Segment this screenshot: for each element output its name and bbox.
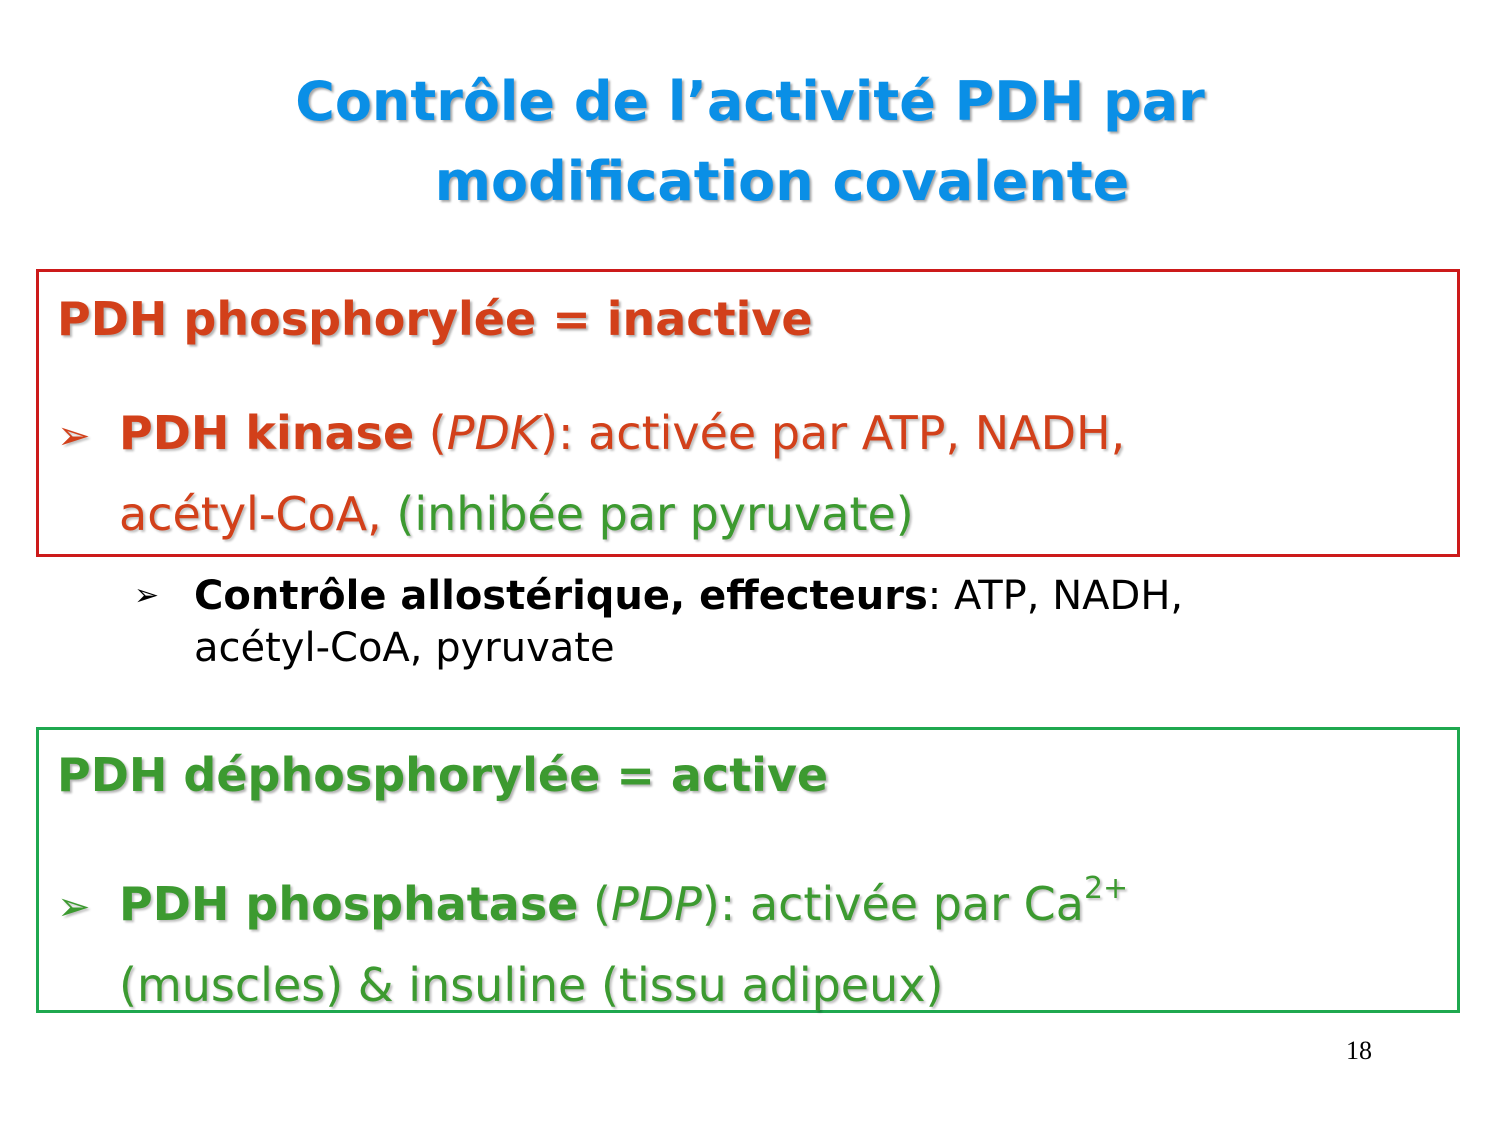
calcium-charge: 2+ xyxy=(1083,871,1129,906)
page-number: 18 xyxy=(1346,1036,1372,1065)
arrow-bullet-icon: ➢ xyxy=(57,413,91,459)
pdh-phosphatase-bullet xyxy=(57,850,1128,1024)
inhibition-note: (inhibée par pyruvate) xyxy=(381,487,914,541)
allosteric-effectors: : ATP, NADH, xyxy=(927,573,1184,619)
pdh-kinase-bullet xyxy=(57,394,1125,553)
pdh-kinase-activators: ): activée par ATP, NADH, xyxy=(540,406,1126,460)
pdh-phosphatase-name: PDH phosphatase xyxy=(119,877,579,931)
phosphorylated-box xyxy=(36,269,1460,557)
phosphorylated-heading: PDH phosphorylée = inactive xyxy=(57,292,813,346)
paren-open: ( xyxy=(414,406,447,460)
pdh-phosphatase-line1 xyxy=(57,850,1128,946)
dephosphorylated-heading: PDH déphosphorylée = active xyxy=(57,748,829,802)
slide-title-line1: Contrôle de l’activité PDH par xyxy=(295,70,1205,133)
allosteric-line1 xyxy=(134,570,1183,622)
pdp-abbr: PDP xyxy=(610,877,702,931)
pdh-kinase-line2 xyxy=(57,475,1125,553)
allosteric-bullet xyxy=(134,570,1183,674)
pdk-abbr: PDK xyxy=(446,406,541,460)
arrow-bullet-icon: ➢ xyxy=(57,884,91,930)
arrow-bullet-icon: ➢ xyxy=(134,578,160,613)
pdh-kinase-line1 xyxy=(57,394,1125,475)
slide-title-line2: modification covalente xyxy=(434,150,1130,213)
acetyl-coa-text: acétyl-CoA, xyxy=(119,487,382,541)
pdh-kinase-name: PDH kinase xyxy=(119,406,415,460)
allosteric-line2: acétyl-CoA, pyruvate xyxy=(194,625,615,671)
allosteric-label: Contrôle allostérique, effecteurs xyxy=(194,573,928,619)
pdh-phosphatase-line2: (muscles) & insuline (tissu adipeux) xyxy=(119,958,944,1012)
dephosphorylated-box xyxy=(36,727,1460,1013)
paren-open: ( xyxy=(578,877,611,931)
pdh-phosphatase-activators: ): activée par Ca xyxy=(701,877,1084,931)
